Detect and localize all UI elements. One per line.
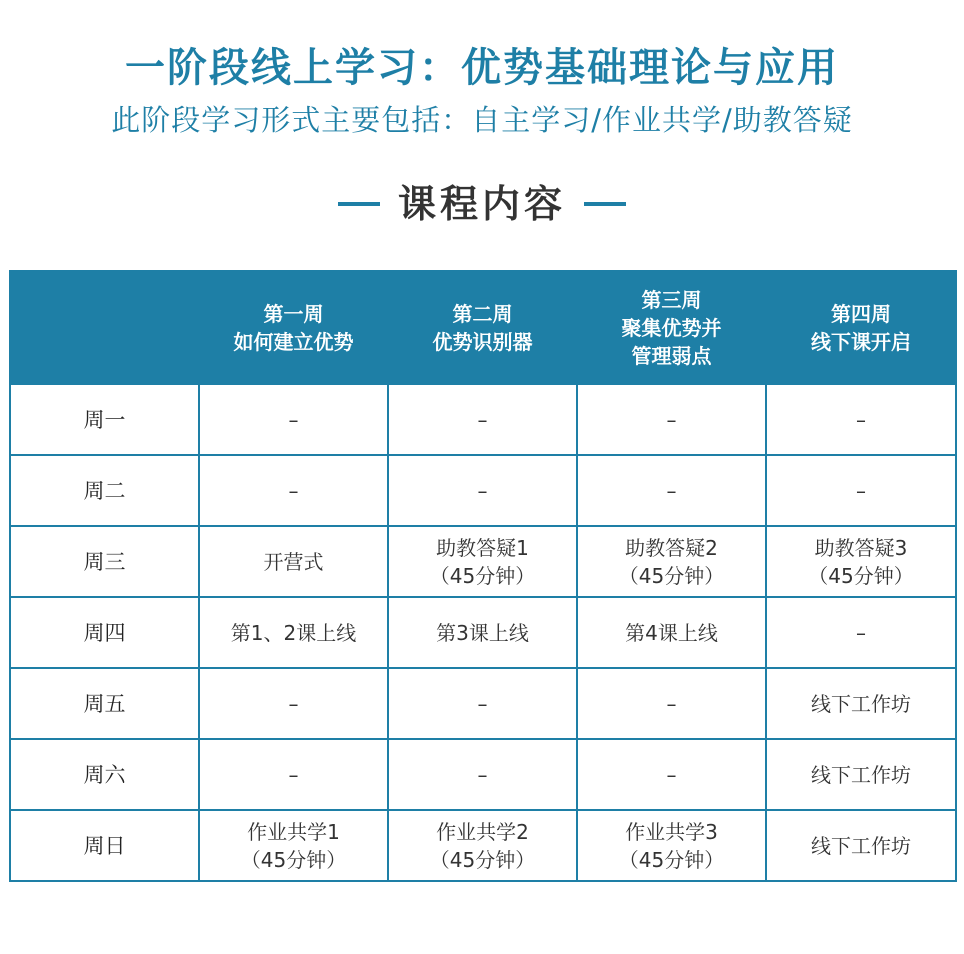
table-row [10,384,956,455]
cell-text: – [856,478,866,503]
table-row [10,526,956,597]
table-row [10,739,956,810]
table-header-row [10,271,956,384]
schedule-cell [388,384,577,455]
cell-text: 助教答疑1 [436,535,529,560]
schedule-cell [388,455,577,526]
day-cell: 周二 [10,455,199,526]
schedule-cell [766,455,956,526]
page-title: 一阶段线上学习：优势基础理论与应用 [125,45,839,91]
schedule-cell [199,526,388,597]
table-row [10,455,956,526]
schedule-cell [577,810,766,881]
cell-text: – [477,762,488,787]
day-cell: 周五 [10,668,199,739]
schedule-cell [199,739,388,810]
week-topic: 聚集优势并 [621,315,722,340]
schedule-cell [577,597,766,668]
cell-duration: （45分钟） [240,847,347,872]
week-label: 第三周 [641,287,702,312]
table-row [10,668,956,739]
cell-text: – [477,691,488,716]
schedule-cell [766,384,956,455]
schedule-cell [766,739,956,810]
cell-text: – [288,478,299,503]
cell-text: 线下工作坊 [811,762,911,787]
cell-text: – [666,478,677,503]
schedule-cell [388,597,577,668]
header-week-2 [388,271,577,384]
header-week-1 [199,271,388,384]
cell-duration: （45分钟） [429,847,536,872]
schedule-cell [766,526,956,597]
schedule-cell [388,526,577,597]
schedule-cell [388,739,577,810]
section-heading-text: 课程内容 [397,182,566,226]
cell-text: 第4课上线 [625,620,718,645]
cell-text: 第3课上线 [436,620,529,645]
cell-text: 线下工作坊 [811,833,911,858]
cell-text: – [666,691,677,716]
cell-text: 开营式 [263,549,324,574]
heading-dash-right [584,202,626,206]
cell-duration: （45分钟） [618,847,725,872]
schedule-cell [199,384,388,455]
cell-text: – [856,407,866,432]
week-topic: 优势识别器 [432,329,533,354]
cell-text: 线下工作坊 [811,691,911,716]
schedule-cell [388,668,577,739]
cell-text: – [288,407,299,432]
schedule-cell [199,597,388,668]
schedule-cell [766,810,956,881]
schedule-cell [199,455,388,526]
schedule-cell [199,668,388,739]
cell-text: – [856,620,866,645]
schedule-cell [577,739,766,810]
week-label: 第二周 [452,301,513,326]
day-cell: 周三 [10,526,199,597]
cell-text: – [477,478,488,503]
cell-text: 作业共学1 [247,819,340,844]
week-topic-line-2: 管理弱点 [631,343,712,368]
day-cell: 周四 [10,597,199,668]
cell-text: – [666,762,677,787]
day-cell: 周日 [10,810,199,881]
cell-text: 作业共学3 [625,819,718,844]
schedule-cell [577,526,766,597]
cell-text: 作业共学2 [436,819,529,844]
cell-duration: （45分钟） [429,563,536,588]
cell-text: – [288,762,299,787]
header-week-4 [766,271,956,384]
header-week-3 [577,271,766,384]
header-corner-cell [10,271,199,384]
schedule-cell [199,810,388,881]
cell-text: – [666,407,677,432]
cell-text: – [288,691,299,716]
heading-dash-left [338,202,380,206]
section-heading [0,176,964,232]
schedule-cell [577,384,766,455]
schedule-cell [577,455,766,526]
cell-text: 第1、2课上线 [230,620,357,645]
cell-duration: （45分钟） [618,563,725,588]
schedule-cell [766,597,956,668]
week-topic: 如何建立优势 [233,329,354,354]
table-row [10,810,956,881]
cell-text: – [477,407,488,432]
day-cell: 周一 [10,384,199,455]
week-label: 第一周 [263,301,324,326]
cell-duration: （45分钟） [808,563,914,588]
week-label: 第四周 [831,301,891,326]
schedule-cell [766,668,956,739]
table-row [10,597,956,668]
schedule-cell [577,668,766,739]
week-topic: 线下课开启 [811,329,911,354]
day-cell: 周六 [10,739,199,810]
schedule-table [9,270,957,882]
cell-text: 助教答疑2 [625,535,718,560]
page-subtitle: 此阶段学习形式主要包括：自主学习/作业共学/助教答疑 [111,103,853,137]
schedule-cell [388,810,577,881]
cell-text: 助教答疑3 [814,535,908,560]
